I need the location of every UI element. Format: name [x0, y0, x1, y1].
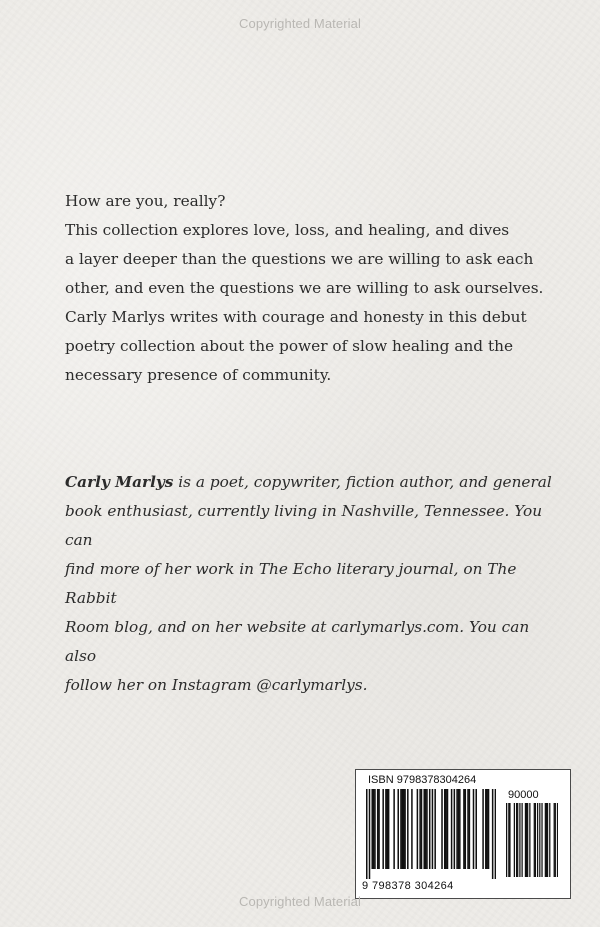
barcode-bar	[495, 789, 496, 879]
addon-bar	[529, 803, 530, 877]
barcode-bar	[421, 789, 423, 869]
blurb-question: How are you, really?	[65, 192, 226, 210]
addon-bar	[527, 803, 528, 877]
barcode-bar	[371, 789, 373, 869]
barcode-bar	[441, 789, 443, 869]
addon-bar	[516, 803, 517, 877]
barcode-bar	[373, 789, 375, 869]
blurb-line: This collection explores love, loss, and healing, and dives	[65, 221, 510, 239]
blurb-line: other, and even the questions we are willing to ask ourselves.	[65, 279, 544, 297]
addon-bar	[517, 803, 518, 877]
addon-bar	[537, 803, 538, 877]
barcode-bar	[469, 789, 471, 869]
price-addon-barcode-bars	[506, 803, 558, 877]
addon-bar	[545, 803, 546, 877]
barcode-bar	[486, 789, 488, 869]
barcode-bar	[385, 789, 387, 869]
author-bio	[65, 468, 565, 700]
bio-line: Room blog, and on her website at carlymarlys.com. You can also	[65, 618, 530, 665]
ean-digits	[362, 880, 454, 892]
barcode-bar	[467, 789, 469, 869]
addon-bar	[519, 803, 520, 877]
barcode-bar	[451, 789, 453, 869]
barcode-bar	[369, 789, 371, 879]
blurb-line: a layer deeper than the questions we are willing to ask each	[65, 250, 534, 268]
isbn-barcode	[355, 769, 571, 899]
ean-digit-first: 9	[362, 880, 369, 892]
blurb-line: Carly Marlys writes with courage and honesty in this debut	[65, 308, 527, 326]
barcode-bar	[407, 789, 409, 869]
addon-bar	[554, 803, 555, 877]
barcode-bar	[417, 789, 419, 869]
addon-bar	[546, 803, 547, 877]
author-name: Carly Marlys	[65, 473, 174, 491]
barcode-bar	[377, 789, 379, 869]
barcode-bar	[473, 789, 475, 869]
addon-bar	[535, 803, 536, 877]
bio-first-line-text: is a poet, copywriter, fiction author, and general	[173, 473, 552, 491]
copyright-watermark-bottom: Copyrighted Material	[239, 894, 361, 909]
barcode-bar	[419, 789, 421, 869]
barcode-bar	[423, 789, 425, 869]
addon-bar	[539, 803, 540, 877]
bio-line: book enthusiast, currently living in Nashville, Tennessee. You can	[65, 502, 543, 549]
barcode-bar	[465, 789, 467, 869]
barcode-bar	[458, 789, 460, 869]
barcode-bar	[387, 789, 389, 869]
barcode-bar	[388, 789, 390, 869]
barcode-bar	[425, 789, 427, 869]
copyright-watermark-top: Copyrighted Material	[239, 16, 361, 31]
addon-bar	[521, 803, 522, 877]
barcode-bar	[393, 789, 395, 869]
blurb-line: necessary presence of community.	[65, 366, 332, 384]
barcode-bar	[459, 789, 461, 869]
addon-bar	[526, 803, 527, 877]
isbn-label: ISBN 9798378304264	[368, 774, 477, 786]
barcode-bar	[402, 789, 404, 869]
ean13-barcode-bars	[366, 789, 496, 879]
barcode-bar	[397, 789, 399, 869]
addon-bar	[509, 803, 510, 877]
addon-bar	[547, 803, 548, 877]
bio-line: find more of her work in The Echo literary journal, on The Rabbit	[65, 560, 517, 607]
bio-line	[65, 468, 565, 497]
barcode-bar	[400, 789, 402, 869]
barcode-bar	[426, 789, 428, 869]
barcode-bar	[463, 789, 465, 869]
addon-bar	[514, 803, 515, 877]
barcode-bar	[404, 789, 406, 869]
addon-bar	[557, 803, 558, 877]
barcode-bar	[403, 789, 405, 869]
addon-bar	[549, 803, 550, 877]
barcode-bar	[429, 789, 431, 869]
barcode-bar	[454, 789, 456, 869]
ean-digits-left: 798378	[372, 880, 412, 892]
barcode-bar	[374, 789, 376, 869]
addon-bar	[555, 803, 556, 877]
addon-bar	[508, 803, 509, 877]
barcode-bar	[482, 789, 484, 869]
barcode-bar	[447, 789, 449, 869]
barcode-bar	[432, 789, 434, 869]
ean-digits-right: 304264	[414, 880, 454, 892]
barcode-bar	[456, 789, 458, 869]
barcode-bar	[378, 789, 380, 869]
barcode-bar	[434, 789, 436, 869]
addon-bar	[506, 803, 507, 877]
barcode-bar	[411, 789, 413, 869]
price-code: 90000	[508, 789, 539, 801]
barcode-bar	[492, 789, 494, 879]
blurb-line: poetry collection about the power of slow healing and the	[65, 337, 514, 355]
addon-bar	[525, 803, 526, 877]
barcode-bar	[444, 789, 446, 869]
addon-bar	[534, 803, 535, 877]
barcode-bar	[475, 789, 477, 869]
barcode-bar	[366, 789, 368, 879]
barcode-bar	[445, 789, 447, 869]
back-cover-blurb	[65, 187, 565, 390]
bio-line: follow her on Instagram @carlymarlys.	[65, 676, 368, 694]
addon-bar	[541, 803, 542, 877]
barcode-bar	[485, 789, 487, 869]
barcode-bar	[488, 789, 490, 869]
barcode-bar	[382, 789, 384, 869]
